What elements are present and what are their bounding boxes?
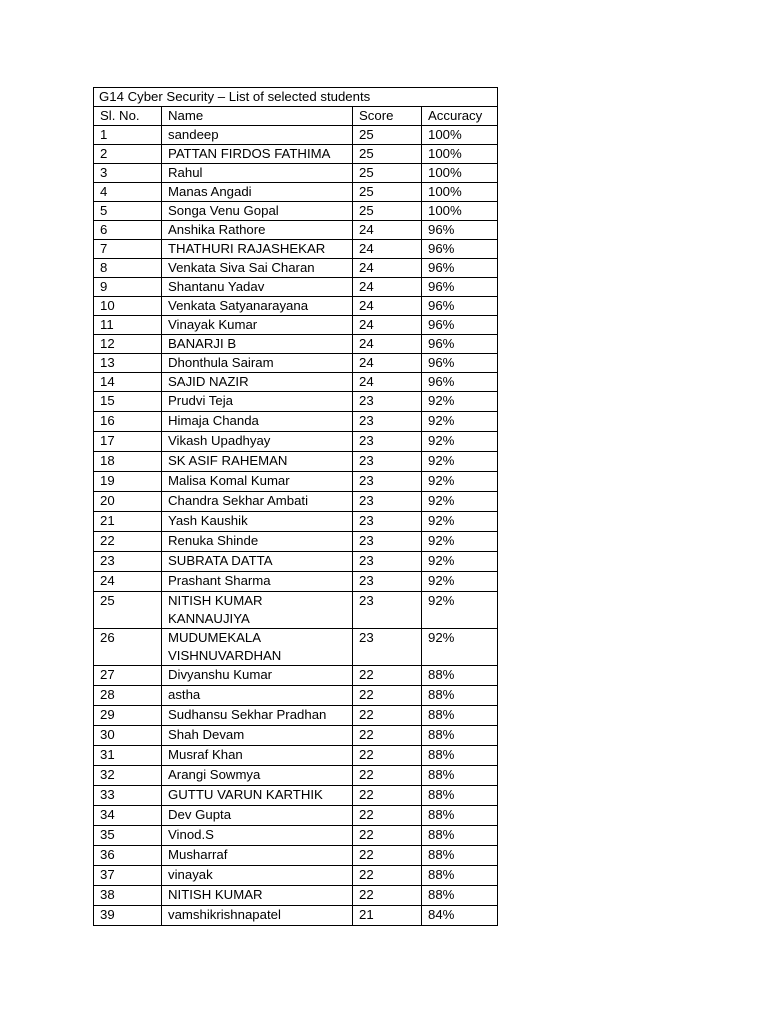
cell-sl-no: 16 <box>94 412 162 432</box>
cell-accuracy: 84% <box>422 906 498 926</box>
cell-sl-no: 26 <box>94 629 162 666</box>
table-row <box>94 666 498 686</box>
table-row <box>94 766 498 786</box>
cell-name: Anshika Rathore <box>162 221 353 240</box>
cell-sl-no: 6 <box>94 221 162 240</box>
cell-score: 22 <box>353 806 422 826</box>
table-row <box>94 512 498 532</box>
cell-name: SAJID NAZIR <box>162 373 353 392</box>
cell-accuracy: 96% <box>422 240 498 259</box>
cell-accuracy: 96% <box>422 221 498 240</box>
cell-name: Dev Gupta <box>162 806 353 826</box>
cell-score: 23 <box>353 552 422 572</box>
cell-sl-no: 15 <box>94 392 162 412</box>
cell-sl-no: 11 <box>94 316 162 335</box>
table-row <box>94 392 498 412</box>
cell-score: 22 <box>353 746 422 766</box>
cell-sl-no: 35 <box>94 826 162 846</box>
cell-accuracy: 88% <box>422 746 498 766</box>
table-row <box>94 846 498 866</box>
cell-sl-no: 14 <box>94 373 162 392</box>
cell-score: 22 <box>353 826 422 846</box>
cell-accuracy: 96% <box>422 316 498 335</box>
header-accuracy: Accuracy <box>422 107 498 126</box>
table-row <box>94 532 498 552</box>
cell-sl-no: 38 <box>94 886 162 906</box>
cell-score: 25 <box>353 126 422 145</box>
cell-sl-no: 33 <box>94 786 162 806</box>
cell-sl-no: 10 <box>94 297 162 316</box>
cell-sl-no: 5 <box>94 202 162 221</box>
cell-sl-no: 13 <box>94 354 162 373</box>
cell-accuracy: 100% <box>422 183 498 202</box>
table-row <box>94 412 498 432</box>
cell-sl-no: 27 <box>94 666 162 686</box>
cell-accuracy: 88% <box>422 866 498 886</box>
cell-accuracy: 92% <box>422 432 498 452</box>
cell-accuracy: 88% <box>422 786 498 806</box>
header-name: Name <box>162 107 353 126</box>
cell-score: 25 <box>353 145 422 164</box>
cell-name: Divyanshu Kumar <box>162 666 353 686</box>
cell-score: 22 <box>353 706 422 726</box>
cell-accuracy: 100% <box>422 202 498 221</box>
cell-score: 23 <box>353 592 422 629</box>
table-row <box>94 278 498 297</box>
cell-sl-no: 18 <box>94 452 162 472</box>
cell-score: 23 <box>353 392 422 412</box>
cell-name: Renuka Shinde <box>162 532 353 552</box>
cell-name: NITISH KUMAR <box>162 886 353 906</box>
table-row <box>94 316 498 335</box>
cell-score: 23 <box>353 472 422 492</box>
cell-accuracy: 92% <box>422 552 498 572</box>
cell-name: vinayak <box>162 866 353 886</box>
cell-name: Arangi Sowmya <box>162 766 353 786</box>
cell-score: 24 <box>353 373 422 392</box>
cell-name: Venkata Siva Sai Charan <box>162 259 353 278</box>
cell-name: THATHURI RAJASHEKAR <box>162 240 353 259</box>
cell-accuracy: 88% <box>422 706 498 726</box>
cell-sl-no: 29 <box>94 706 162 726</box>
cell-accuracy: 88% <box>422 846 498 866</box>
cell-sl-no: 17 <box>94 432 162 452</box>
cell-score: 23 <box>353 512 422 532</box>
cell-name: SK ASIF RAHEMAN <box>162 452 353 472</box>
cell-name: Vinod.S <box>162 826 353 846</box>
cell-name: Himaja Chanda <box>162 412 353 432</box>
cell-score: 22 <box>353 766 422 786</box>
header-sl-no: Sl. No. <box>94 107 162 126</box>
cell-score: 24 <box>353 259 422 278</box>
table-row <box>94 221 498 240</box>
table-row <box>94 686 498 706</box>
cell-accuracy: 92% <box>422 472 498 492</box>
table-row <box>94 866 498 886</box>
table-row <box>94 183 498 202</box>
cell-name: Shantanu Yadav <box>162 278 353 297</box>
cell-sl-no: 2 <box>94 145 162 164</box>
header-score: Score <box>353 107 422 126</box>
table-row <box>94 240 498 259</box>
cell-sl-no: 32 <box>94 766 162 786</box>
cell-accuracy: 92% <box>422 629 498 666</box>
cell-accuracy: 96% <box>422 354 498 373</box>
cell-name: MUDUMEKALA VISHNUVARDHAN <box>162 629 353 666</box>
table-row <box>94 452 498 472</box>
cell-sl-no: 34 <box>94 806 162 826</box>
table-row <box>94 354 498 373</box>
cell-sl-no: 25 <box>94 592 162 629</box>
cell-score: 24 <box>353 316 422 335</box>
table-row <box>94 164 498 183</box>
cell-score: 23 <box>353 452 422 472</box>
table-row <box>94 552 498 572</box>
table-row <box>94 472 498 492</box>
cell-score: 23 <box>353 492 422 512</box>
cell-score: 23 <box>353 412 422 432</box>
table-row <box>94 726 498 746</box>
cell-accuracy: 100% <box>422 145 498 164</box>
cell-accuracy: 88% <box>422 806 498 826</box>
cell-sl-no: 39 <box>94 906 162 926</box>
cell-score: 23 <box>353 572 422 592</box>
cell-sl-no: 21 <box>94 512 162 532</box>
cell-score: 24 <box>353 278 422 297</box>
cell-sl-no: 30 <box>94 726 162 746</box>
cell-score: 23 <box>353 432 422 452</box>
table-header-row <box>94 107 498 126</box>
cell-score: 25 <box>353 183 422 202</box>
cell-name: Songa Venu Gopal <box>162 202 353 221</box>
table-row <box>94 746 498 766</box>
table-row <box>94 202 498 221</box>
cell-accuracy: 88% <box>422 686 498 706</box>
cell-name: Rahul <box>162 164 353 183</box>
table-row <box>94 335 498 354</box>
cell-sl-no: 37 <box>94 866 162 886</box>
cell-accuracy: 92% <box>422 452 498 472</box>
cell-accuracy: 92% <box>422 532 498 552</box>
cell-accuracy: 92% <box>422 572 498 592</box>
table-row <box>94 259 498 278</box>
cell-score: 24 <box>353 240 422 259</box>
cell-accuracy: 96% <box>422 373 498 392</box>
cell-accuracy: 88% <box>422 666 498 686</box>
cell-sl-no: 19 <box>94 472 162 492</box>
cell-accuracy: 88% <box>422 766 498 786</box>
cell-sl-no: 12 <box>94 335 162 354</box>
table-row <box>94 629 498 666</box>
cell-name: Venkata Satyanarayana <box>162 297 353 316</box>
cell-name: Manas Angadi <box>162 183 353 202</box>
cell-accuracy: 88% <box>422 826 498 846</box>
cell-name: Dhonthula Sairam <box>162 354 353 373</box>
cell-accuracy: 100% <box>422 164 498 183</box>
table-row <box>94 806 498 826</box>
table-row <box>94 906 498 926</box>
cell-name: Vikash Upadhyay <box>162 432 353 452</box>
cell-score: 22 <box>353 786 422 806</box>
table-title: G14 Cyber Security – List of selected students <box>94 88 498 107</box>
cell-name: Prudvi Teja <box>162 392 353 412</box>
cell-name: Vinayak Kumar <box>162 316 353 335</box>
table-row <box>94 886 498 906</box>
cell-accuracy: 96% <box>422 335 498 354</box>
cell-name: astha <box>162 686 353 706</box>
cell-sl-no: 3 <box>94 164 162 183</box>
cell-accuracy: 96% <box>422 259 498 278</box>
cell-score: 25 <box>353 164 422 183</box>
cell-name: sandeep <box>162 126 353 145</box>
selected-students-table <box>93 87 498 926</box>
cell-name: SUBRATA DATTA <box>162 552 353 572</box>
table-body <box>94 88 498 926</box>
cell-name: GUTTU VARUN KARTHIK <box>162 786 353 806</box>
table-row <box>94 572 498 592</box>
cell-name: Yash Kaushik <box>162 512 353 532</box>
cell-score: 22 <box>353 726 422 746</box>
cell-sl-no: 20 <box>94 492 162 512</box>
cell-accuracy: 88% <box>422 726 498 746</box>
cell-score: 21 <box>353 906 422 926</box>
cell-sl-no: 4 <box>94 183 162 202</box>
table-row <box>94 145 498 164</box>
cell-name: Prashant Sharma <box>162 572 353 592</box>
table-row <box>94 786 498 806</box>
cell-sl-no: 24 <box>94 572 162 592</box>
cell-accuracy: 92% <box>422 392 498 412</box>
cell-accuracy: 92% <box>422 412 498 432</box>
cell-accuracy: 96% <box>422 297 498 316</box>
cell-score: 24 <box>353 335 422 354</box>
cell-score: 24 <box>353 297 422 316</box>
table-row <box>94 492 498 512</box>
table-row <box>94 826 498 846</box>
cell-sl-no: 28 <box>94 686 162 706</box>
cell-score: 22 <box>353 886 422 906</box>
cell-name: PATTAN FIRDOS FATHIMA <box>162 145 353 164</box>
cell-name: BANARJI B <box>162 335 353 354</box>
cell-accuracy: 92% <box>422 492 498 512</box>
cell-sl-no: 8 <box>94 259 162 278</box>
cell-name: Shah Devam <box>162 726 353 746</box>
cell-accuracy: 100% <box>422 126 498 145</box>
table-row <box>94 592 498 629</box>
cell-score: 25 <box>353 202 422 221</box>
cell-score: 24 <box>353 221 422 240</box>
table-row <box>94 373 498 392</box>
cell-sl-no: 36 <box>94 846 162 866</box>
cell-sl-no: 31 <box>94 746 162 766</box>
table-row <box>94 297 498 316</box>
cell-score: 23 <box>353 532 422 552</box>
cell-sl-no: 1 <box>94 126 162 145</box>
cell-score: 24 <box>353 354 422 373</box>
cell-sl-no: 7 <box>94 240 162 259</box>
cell-name: Musraf Khan <box>162 746 353 766</box>
table-row <box>94 432 498 452</box>
table-row <box>94 706 498 726</box>
cell-sl-no: 9 <box>94 278 162 297</box>
cell-score: 22 <box>353 666 422 686</box>
cell-accuracy: 92% <box>422 512 498 532</box>
cell-accuracy: 92% <box>422 592 498 629</box>
cell-name: Chandra Sekhar Ambati <box>162 492 353 512</box>
cell-score: 22 <box>353 866 422 886</box>
cell-accuracy: 88% <box>422 886 498 906</box>
cell-name: Malisa Komal Kumar <box>162 472 353 492</box>
table-row <box>94 126 498 145</box>
table-title-row <box>94 88 498 107</box>
cell-accuracy: 96% <box>422 278 498 297</box>
cell-score: 22 <box>353 686 422 706</box>
cell-score: 22 <box>353 846 422 866</box>
cell-score: 23 <box>353 629 422 666</box>
cell-name: Musharraf <box>162 846 353 866</box>
cell-name: Sudhansu Sekhar Pradhan <box>162 706 353 726</box>
cell-name: vamshikrishnapatel <box>162 906 353 926</box>
cell-name: NITISH KUMAR KANNAUJIYA <box>162 592 353 629</box>
cell-sl-no: 22 <box>94 532 162 552</box>
cell-sl-no: 23 <box>94 552 162 572</box>
